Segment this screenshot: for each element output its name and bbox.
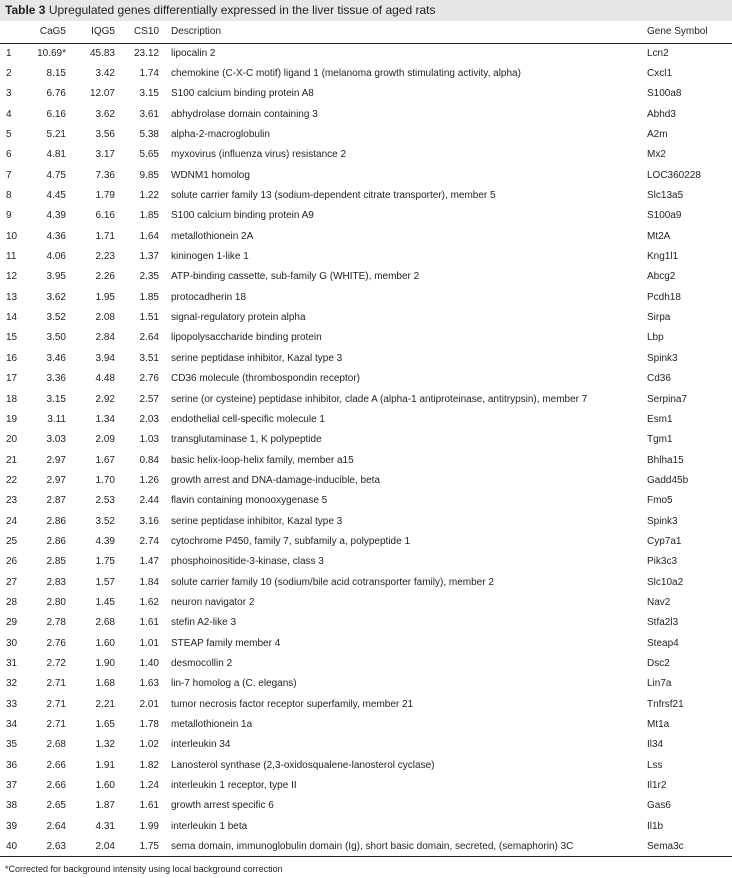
table-row [0,572,732,592]
cag5-value: 2.63 [28,836,70,856]
iqg5-value: 1.90 [95,657,115,669]
cag5-value: 2.71 [46,678,66,690]
iqg5-value: 3.62 [95,108,115,120]
cs10-value: 1.61 [139,617,159,629]
gene-table [0,21,732,857]
cs10-value: 5.65 [139,149,159,161]
cag5-value: 2.86 [46,515,66,527]
iqg5-value: 1.45 [95,596,115,608]
cag5-value: 4.75 [46,169,66,181]
cag5-value: 2.83 [46,576,66,588]
description-cell: CD36 molecule (thrombospondin receptor) [171,373,360,385]
cs10-value: 1.01 [139,637,159,649]
gene-symbol-cell: Lcn2 [647,47,669,59]
gene-symbol-cell: Il34 [647,739,664,751]
iqg5-value: 6.16 [95,210,115,222]
row-index: 14 [6,312,18,324]
table-row [0,246,732,266]
cs10-value: 1.37 [139,251,159,263]
iqg5-value: 3.42 [95,68,115,80]
iqg5-value: 2.84 [95,332,115,344]
gene-symbol-cell: Gas6 [647,800,671,812]
col-header-cs10: CS10 [121,21,163,43]
row-index: 33 [6,698,18,710]
description-cell: interleukin 1 receptor, type II [171,780,297,792]
table-row [0,63,732,83]
iqg5-value: 3.56 [95,129,115,141]
cs10-value: 1.78 [139,719,159,731]
cs10-value: 1.74 [139,68,159,80]
description-cell: lipocalin 2 [171,47,216,59]
cs10-value: 1.40 [139,657,159,669]
description-cell: interleukin 1 beta [171,820,248,832]
gene-symbol-cell: Bhlha15 [647,454,684,466]
cs10-value: 9.85 [139,169,159,181]
table-row [0,694,732,714]
table-row [0,653,732,673]
cag5-value: 2.86 [46,535,66,547]
row-index: 6 [6,149,12,161]
row-index: 24 [6,515,18,527]
description-cell: chemokine (C-X-C motif) ligand 1 (melanoma growth stimulating activity, alpha) [171,68,521,80]
table-row [0,775,732,795]
gene-symbol-cell: Kng1l1 [647,251,679,263]
description-cell: metallothionein 1a [171,719,253,731]
table-row [0,714,732,734]
cs10-value: 1.64 [139,230,159,242]
gene-symbol-cell: Lbp [647,332,664,344]
caption-text: Upregulated genes differentially expressed in the liver tissue of aged rats [48,3,436,17]
table-row [0,389,732,409]
gene-symbol-cell: Cd36 [647,373,671,385]
description-cell: serine peptidase inhibitor, Kazal type 3 [171,352,343,364]
gene-symbol-cell: Pcdh18 [647,291,681,303]
iqg5-value: 2.53 [95,495,115,507]
description-cell: basic helix-loop-helix family, member a15 [171,454,354,466]
iqg5-value: 1.60 [95,637,115,649]
iqg5-value: 1.95 [95,291,115,303]
cag5-value: 4.45 [46,190,66,202]
gene-symbol-cell: Sirpa [647,312,671,324]
table-row [0,470,732,490]
description-cell: WDNM1 homolog [171,169,250,181]
col-header-index [0,21,28,43]
table-row [0,287,732,307]
table-row [0,267,732,287]
col-header-cag5: CaG5 [28,21,70,43]
cs10-value: 1.24 [139,780,159,792]
table-row [0,104,732,124]
row-index: 22 [6,474,18,486]
table-row [0,450,732,470]
table-row [0,328,732,348]
cs10-value: 3.61 [139,108,159,120]
table-row [0,491,732,511]
row-index: 4 [6,108,12,120]
row-index: 35 [6,739,18,751]
iqg5-value: 1.75 [95,556,115,568]
gene-symbol-cell: Nav2 [647,596,671,608]
iqg5-value: 1.65 [95,719,115,731]
gene-symbol-cell: Mx2 [647,149,666,161]
description-cell: Lanosterol synthase (2,3-oxidosqualene-lanosterol cyclase) [171,759,435,771]
table-row [0,836,732,856]
row-index: 32 [6,678,18,690]
description-cell: myxovirus (influenza virus) resistance 2 [171,149,347,161]
table-row [0,511,732,531]
description-cell: kininogen 1-like 1 [171,251,249,263]
description-cell: cytochrome P450, family 7, subfamily a, polypeptide 1 [171,535,411,547]
gene-symbol-cell: Lin7a [647,678,672,690]
cag5-value: 2.78 [46,617,66,629]
col-header-iqg5: IQG5 [70,21,121,43]
cag5-value: 2.71 [46,698,66,710]
cs10-value: 1.02 [139,739,159,751]
table-footnote: *Corrected for background intensity using local background correction [5,864,283,874]
gene-symbol-cell: Esm1 [647,413,673,425]
description-cell: solute carrier family 10 (sodium/bile acid cotransporter family), member 2 [171,576,494,588]
gene-symbol-cell: Slc13a5 [647,190,684,202]
table-row [0,84,732,104]
description-cell: solute carrier family 13 (sodium-dependent citrate transporter), member 5 [171,190,496,202]
cag5-value: 3.15 [46,393,66,405]
col-header-gene-symbol: Gene Symbol [647,21,732,43]
cs10-value: 2.64 [139,332,159,344]
iqg5-value: 4.39 [95,535,115,547]
gene-symbol-cell: Pik3c3 [647,556,678,568]
description-cell: phosphoinositide-3-kinase, class 3 [171,556,324,568]
cag5-value: 2.72 [46,657,66,669]
row-index: 5 [6,129,12,141]
row-index: 23 [6,495,18,507]
description-cell: serine peptidase inhibitor, Kazal type 3 [171,515,343,527]
description-cell: stefin A2-like 3 [171,617,237,629]
col-header-description: Description [163,21,647,43]
iqg5-value: 12.07 [89,88,115,100]
description-cell: abhydrolase domain containing 3 [171,108,318,120]
row-index: 11 [6,251,17,263]
cag5-value: 2.64 [46,820,66,832]
row-index: 21 [6,454,18,466]
cag5-value: 2.66 [46,759,66,771]
iqg5-value: 4.48 [95,373,115,385]
cs10-value: 1.62 [139,596,159,608]
row-index: 3 [6,88,12,100]
table-row [0,633,732,653]
gene-symbol-cell: Stfa2l3 [647,617,679,629]
description-cell: growth arrest specific 6 [171,800,274,812]
description-cell: protocadherin 18 [171,291,247,303]
iqg5-value: 1.68 [95,678,115,690]
table-row [0,226,732,246]
table-row [0,185,732,205]
caption-label: Table 3 [5,3,46,17]
iqg5-value: 1.91 [95,759,115,771]
cs10-value: 1.22 [139,190,159,202]
description-cell: ATP-binding cassette, sub-family G (WHITE), member 2 [171,271,420,283]
cs10-value: 2.44 [139,495,159,507]
cag5-value: 10.69* [37,47,66,59]
description-cell: transglutaminase 1, K polypeptide [171,434,322,446]
iqg5-value: 1.70 [95,474,115,486]
gene-symbol-cell: Mt1a [647,719,670,731]
cag5-value: 2.65 [46,800,66,812]
gene-symbol-cell: Gadd45b [647,474,689,486]
row-index: 37 [6,780,18,792]
cag5-value: 2.66 [46,780,66,792]
cs10-value: 2.74 [139,535,159,547]
iqg5-value: 1.87 [95,800,115,812]
table-row [0,816,732,836]
row-index: 15 [6,332,18,344]
cag5-value: 2.97 [46,474,66,486]
cag5-value: 2.71 [46,719,66,731]
iqg5-value: 3.52 [95,515,115,527]
row-index: 25 [6,535,18,547]
row-index: 9 [6,210,12,222]
cs10-value: 3.15 [139,88,159,100]
gene-symbol-cell: Il1b [647,820,664,832]
table-caption [5,3,435,18]
cs10-value: 1.99 [139,820,159,832]
gene-symbol-cell: Sema3c [647,836,732,856]
cs10-value: 2.57 [139,393,159,405]
cag5-value: 6.76 [46,88,66,100]
gene-symbol-cell: Slc10a2 [647,576,684,588]
gene-symbol-cell: Spink3 [647,515,678,527]
cs10-value: 5.38 [139,129,159,141]
gene-symbol-cell: Abcg2 [647,271,676,283]
cs10-value: 1.63 [139,678,159,690]
cs10-value: 2.35 [139,271,159,283]
iqg5-value: 2.21 [95,698,115,710]
cag5-value: 8.15 [46,68,66,80]
description-cell: growth arrest and DNA-damage-inducible, beta [171,474,380,486]
table-row [0,755,732,775]
row-index: 7 [6,169,12,181]
cag5-value: 3.03 [46,434,66,446]
cs10-value: 2.76 [139,373,159,385]
description-cell: lin-7 homolog a (C. elegans) [171,678,297,690]
gene-symbol-cell: Il1r2 [647,780,667,792]
row-index: 20 [6,434,18,446]
iqg5-value: 1.67 [95,454,115,466]
table-row [0,735,732,755]
iqg5-value: 45.83 [89,47,115,59]
cag5-value: 3.11 [47,413,66,425]
table-row [0,552,732,572]
row-index: 12 [6,271,18,283]
cag5-value: 3.50 [46,332,66,344]
row-index: 40 [0,836,28,856]
iqg5-value: 3.94 [95,352,115,364]
iqg5-value: 2.08 [95,312,115,324]
table-row [0,613,732,633]
cag5-value: 2.87 [46,495,66,507]
row-index: 10 [6,230,18,242]
row-index: 16 [6,352,18,364]
cs10-value: 1.84 [139,576,159,588]
cs10-value: 3.16 [139,515,159,527]
cag5-value: 2.76 [46,637,66,649]
table-row [0,165,732,185]
gene-symbol-cell: Serpina7 [647,393,688,405]
gene-symbol-cell: Abhd3 [647,108,676,120]
row-index: 30 [6,637,18,649]
cs10-value: 1.26 [139,474,159,486]
cs10-value: 23.12 [133,47,159,59]
cag5-value: 3.62 [46,291,66,303]
row-index: 1 [6,47,12,59]
description-cell: STEAP family member 4 [171,637,281,649]
iqg5-value: 3.17 [95,149,115,161]
iqg5-value: 1.34 [95,413,115,425]
description-cell: alpha-2-macroglobulin [171,129,270,141]
table-row [0,43,732,63]
cs10-value: 1.47 [139,556,159,568]
gene-symbol-cell: Cxcl1 [647,68,673,80]
description-cell: endothelial cell-specific molecule 1 [171,413,325,425]
table-row [0,206,732,226]
row-index: 29 [6,617,18,629]
row-index: 27 [6,576,18,588]
gene-symbol-cell: S100a8 [647,88,682,100]
table-row [0,307,732,327]
description-cell: S100 calcium binding protein A9 [171,210,314,222]
cs10-value: 1.85 [139,210,159,222]
gene-symbol-cell: Spink3 [647,352,678,364]
row-index: 17 [6,373,18,385]
gene-symbol-cell: Mt2A [647,230,671,242]
iqg5-value: 4.31 [95,820,115,832]
gene-symbol-cell: Steap4 [647,637,679,649]
table-row [0,430,732,450]
row-index: 13 [6,291,18,303]
cag5-value: 4.06 [46,251,66,263]
cs10-value: 2.03 [139,413,159,425]
table-row [0,592,732,612]
gene-symbol-cell: LOC360228 [647,169,701,181]
cs10-value: 1.03 [139,434,159,446]
cag5-value: 4.39 [46,210,66,222]
gene-symbol-cell: Tnfrsf21 [647,698,684,710]
row-index: 2 [6,68,12,80]
iqg5-value: 7.36 [95,169,115,181]
cs10-value: 2.01 [139,698,159,710]
gene-symbol-cell: S100a9 [647,210,682,222]
iqg5-value: 2.04 [70,836,121,856]
row-index: 26 [6,556,18,568]
description-cell: flavin containing monooxygenase 5 [171,495,328,507]
row-index: 18 [6,393,18,405]
cag5-value: 5.21 [46,129,66,141]
description-cell: neuron navigator 2 [171,596,255,608]
row-index: 31 [6,657,18,669]
description-cell: desmocollin 2 [171,657,233,669]
description-cell: sema domain, immunoglobulin domain (Ig), short basic domain, secreted, (semaphorin) 3C [163,836,647,856]
iqg5-value: 1.57 [95,576,115,588]
row-index: 36 [6,759,18,771]
description-cell: signal-regulatory protein alpha [171,312,306,324]
iqg5-value: 2.23 [95,251,115,263]
cs10-value: 1.51 [139,312,159,324]
cs10-value: 1.75 [121,836,163,856]
cag5-value: 2.85 [46,556,66,568]
row-index: 39 [6,820,18,832]
gene-symbol-cell: Fmo5 [647,495,673,507]
iqg5-value: 1.32 [95,739,115,751]
cs10-value: 1.61 [139,800,159,812]
iqg5-value: 2.09 [95,434,115,446]
row-index: 19 [6,413,18,425]
table-row [0,796,732,816]
table-row [0,531,732,551]
table-row [0,674,732,694]
description-cell: S100 calcium binding protein A8 [171,88,314,100]
cs10-value: 3.51 [139,352,159,364]
row-index: 38 [6,800,18,812]
iqg5-value: 1.79 [95,190,115,202]
table-row [0,124,732,144]
cs10-value: 1.85 [139,291,159,303]
row-index: 8 [6,190,12,202]
iqg5-value: 2.92 [95,393,115,405]
header-row [0,21,732,43]
table-row [0,369,732,389]
table-row [0,409,732,429]
description-cell: interleukin 34 [171,739,231,751]
cag5-value: 3.95 [46,271,66,283]
iqg5-value: 2.26 [95,271,115,283]
gene-symbol-cell: Cyp7a1 [647,535,682,547]
gene-symbol-cell: Dsc2 [647,657,670,669]
cag5-value: 3.36 [46,373,66,385]
gene-symbol-cell: A2m [647,129,668,141]
cag5-value: 3.52 [46,312,66,324]
gene-symbol-cell: Tgm1 [647,434,673,446]
row-index: 28 [6,596,18,608]
cs10-value: 1.82 [139,759,159,771]
row-index: 34 [6,719,18,731]
cag5-value: 2.68 [46,739,66,751]
table-row [0,348,732,368]
cag5-value: 3.46 [46,352,66,364]
cs10-value: 0.84 [139,454,159,466]
cag5-value: 4.36 [46,230,66,242]
iqg5-value: 1.60 [95,780,115,792]
cag5-value: 4.81 [46,149,66,161]
iqg5-value: 1.71 [95,230,115,242]
description-cell: serine (or cysteine) peptidase inhibitor, clade A (alpha-1 antiproteinase, antitrypsin), member 7 [171,393,588,405]
cag5-value: 6.16 [46,108,66,120]
description-cell: metallothionein 2A [171,230,254,242]
table-row [0,145,732,165]
description-cell: tumor necrosis factor receptor superfamily, member 21 [171,698,414,710]
description-cell: lipopolysaccharide binding protein [171,332,322,344]
cag5-value: 2.97 [46,454,66,466]
table-body [0,43,732,857]
gene-symbol-cell: Lss [647,759,663,771]
cag5-value: 2.80 [46,596,66,608]
iqg5-value: 2.68 [95,617,115,629]
